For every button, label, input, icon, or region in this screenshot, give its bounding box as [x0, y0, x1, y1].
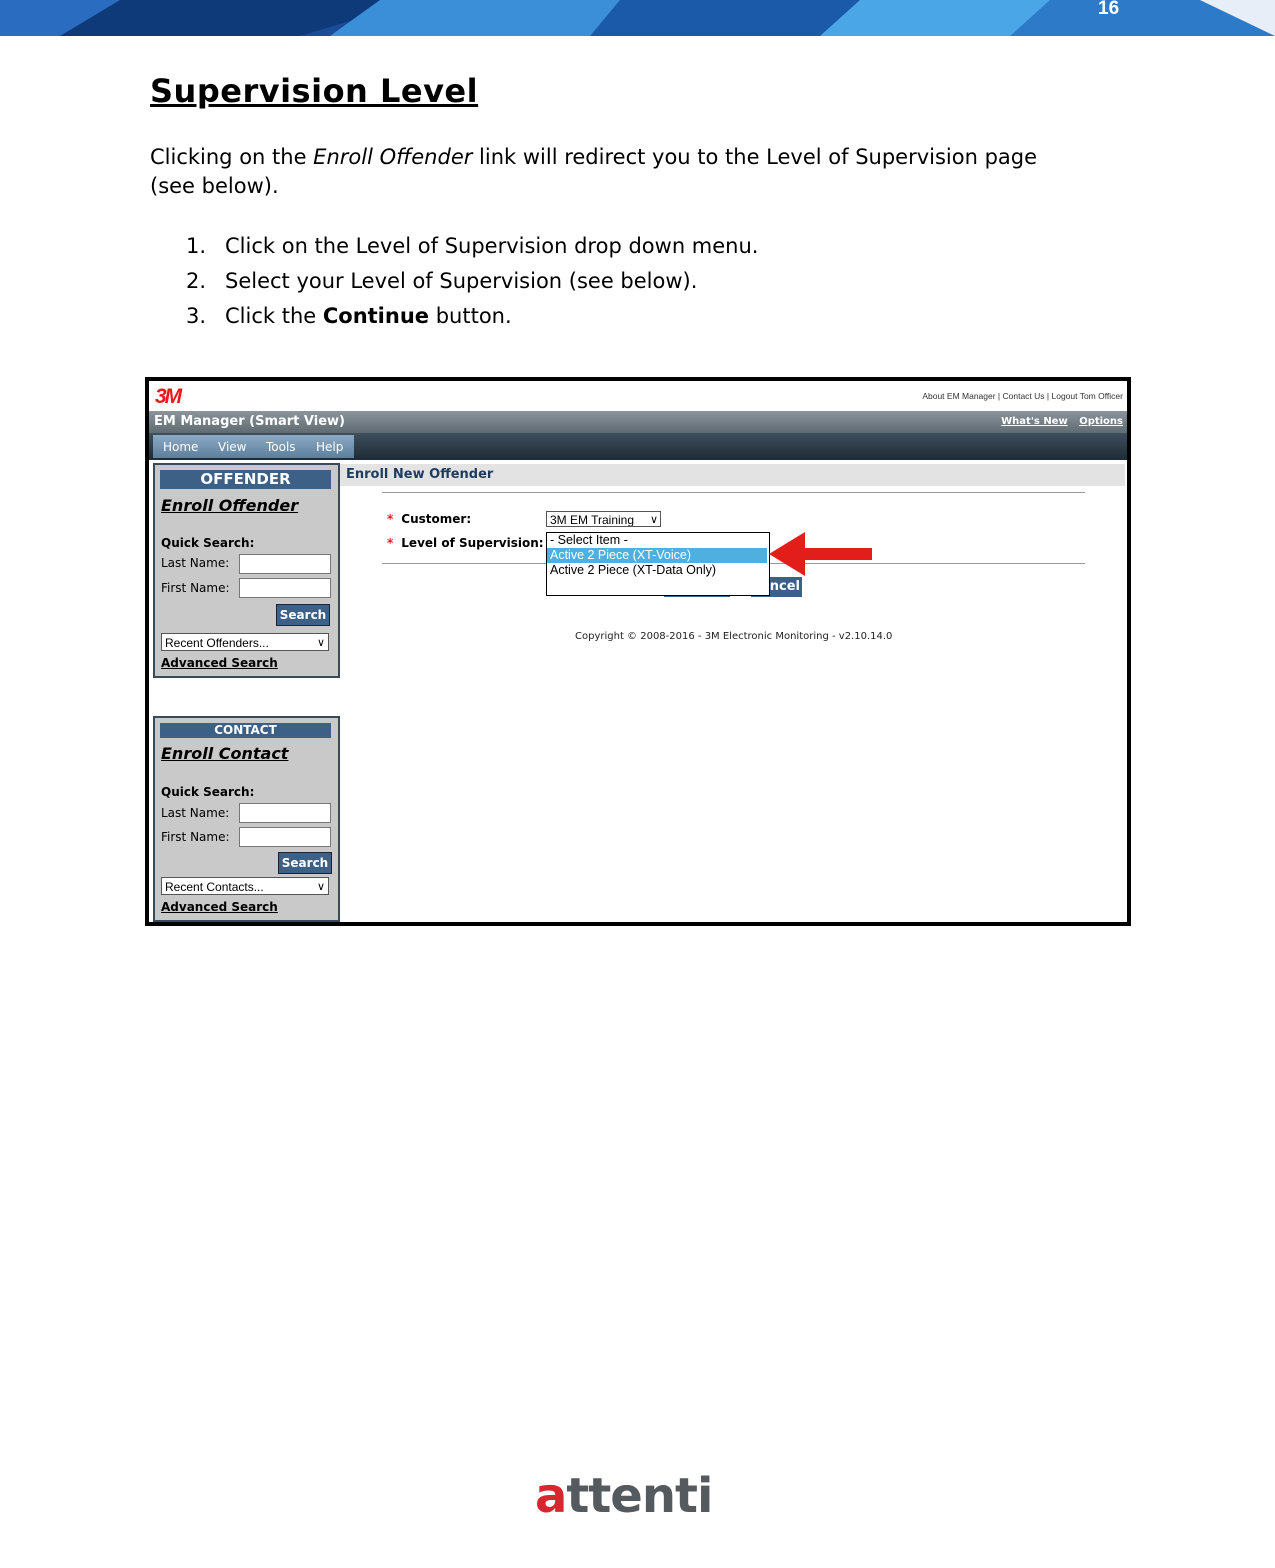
advanced-search-link[interactable]: Advanced Search	[161, 656, 278, 670]
required-mark: *	[387, 512, 394, 526]
first-name-input[interactable]	[239, 578, 331, 598]
dropdown-option[interactable]: - Select Item -	[550, 533, 628, 547]
enroll-contact-link[interactable]: Enroll Contact	[161, 744, 289, 763]
contact-panel	[153, 716, 340, 922]
customer-select[interactable]	[546, 511, 661, 527]
options-link[interactable]: Options	[1079, 416, 1123, 427]
step-number: 3.	[186, 304, 207, 328]
enroll-offender-link[interactable]: Enroll Offender	[161, 496, 299, 515]
menu-group	[153, 435, 354, 458]
last-name-input[interactable]	[239, 554, 331, 574]
recent-offenders-select[interactable]	[161, 633, 329, 651]
customer-label	[387, 512, 471, 526]
top-links: About EM Manager | Contact Us | Logout Tom Officer	[922, 391, 1123, 401]
header-links	[993, 416, 1123, 427]
menu-view[interactable]: View	[218, 440, 247, 454]
intro-after: link will redirect you to the Level of Supervision page (see below).	[150, 145, 1038, 198]
recent-contacts-value: Recent Contacts...	[165, 880, 264, 894]
chevron-down-icon: ∨	[316, 881, 325, 893]
copyright-text: Copyright © 2008-2016 - 3M Electronic Monitoring - v2.10.14.0	[575, 631, 893, 642]
menu-bar	[149, 433, 1127, 460]
step-number: 2.	[186, 269, 207, 293]
level-dropdown-list[interactable]	[546, 532, 770, 596]
dropdown-option-selected[interactable]: Active 2 Piece (XT-Voice)	[547, 548, 767, 563]
top-banner	[0, 0, 1275, 36]
first-name-label: First Name:	[161, 830, 230, 844]
quick-search-label: Quick Search:	[161, 785, 255, 799]
level-label-text: Level of Supervision:	[401, 536, 544, 550]
step-item	[186, 234, 758, 269]
step-text-after: button.	[429, 304, 512, 328]
recent-offenders-value: Recent Offenders...	[165, 636, 269, 650]
contact-heading: CONTACT	[160, 723, 331, 738]
3m-logo: 3M	[155, 385, 181, 408]
quick-search-label: Quick Search:	[161, 536, 255, 550]
attenti-logo	[535, 1468, 712, 1524]
contact-us-link[interactable]: Contact Us	[1002, 391, 1045, 401]
recent-contacts-select[interactable]	[161, 877, 329, 895]
main-title: Enroll New Offender	[346, 467, 494, 482]
intro-paragraph	[150, 143, 1080, 201]
step-item	[186, 269, 758, 304]
intro-before: Clicking on the	[150, 145, 314, 169]
divider-top	[382, 492, 1085, 493]
banner-graphic	[0, 0, 1275, 36]
customer-label-text: Customer:	[401, 512, 472, 526]
step-text: Select your Level of Supervision (see below).	[225, 269, 698, 293]
step-text-bold: Continue	[322, 304, 430, 328]
last-name-input[interactable]	[239, 803, 331, 823]
app-topbar	[149, 381, 1127, 411]
required-mark: *	[387, 536, 394, 550]
menu-help[interactable]: Help	[316, 440, 344, 454]
last-name-label: Last Name:	[161, 806, 230, 820]
search-button[interactable]: Search	[276, 604, 330, 626]
step-text-before: Click the	[225, 304, 323, 328]
step-text: Click on the Level of Supervision drop down menu.	[225, 234, 759, 258]
offender-heading: OFFENDER	[160, 470, 331, 489]
chevron-down-icon: ∨	[316, 637, 325, 649]
dropdown-option[interactable]: Active 2 Piece (XT-Data Only)	[550, 563, 717, 577]
search-button[interactable]: Search	[278, 852, 332, 874]
logo-a: a	[535, 1468, 567, 1524]
app-header-bar	[149, 411, 1127, 433]
level-label	[387, 536, 544, 550]
page-number: 16	[1098, 0, 1120, 19]
customer-select-value: 3M EM Training	[550, 513, 635, 527]
step-item	[186, 304, 758, 339]
whats-new-link[interactable]: What's New	[1001, 416, 1068, 427]
menu-home[interactable]: Home	[163, 440, 199, 454]
menu-tools[interactable]: Tools	[266, 440, 296, 454]
logout-link[interactable]: Logout Tom Officer	[1051, 391, 1123, 401]
main-header	[340, 464, 1125, 486]
last-name-label: Last Name:	[161, 556, 230, 570]
first-name-label: First Name:	[161, 581, 230, 595]
cancel-button[interactable]: ncel	[751, 577, 802, 597]
advanced-search-link[interactable]: Advanced Search	[161, 900, 278, 914]
about-link[interactable]: About EM Manager	[922, 391, 996, 401]
app-screenshot	[145, 377, 1131, 926]
first-name-input[interactable]	[239, 827, 331, 847]
offender-panel	[153, 463, 340, 678]
step-number: 1.	[186, 234, 207, 258]
chevron-down-icon: ∨	[649, 514, 658, 526]
logo-rest: ttenti	[566, 1468, 713, 1524]
doc-title: Supervision Level	[150, 72, 479, 110]
steps-list	[186, 234, 758, 339]
red-arrow-icon	[765, 529, 875, 589]
intro-italic: Enroll Offender	[313, 145, 473, 169]
app-name: EM Manager (Smart View)	[154, 414, 345, 429]
